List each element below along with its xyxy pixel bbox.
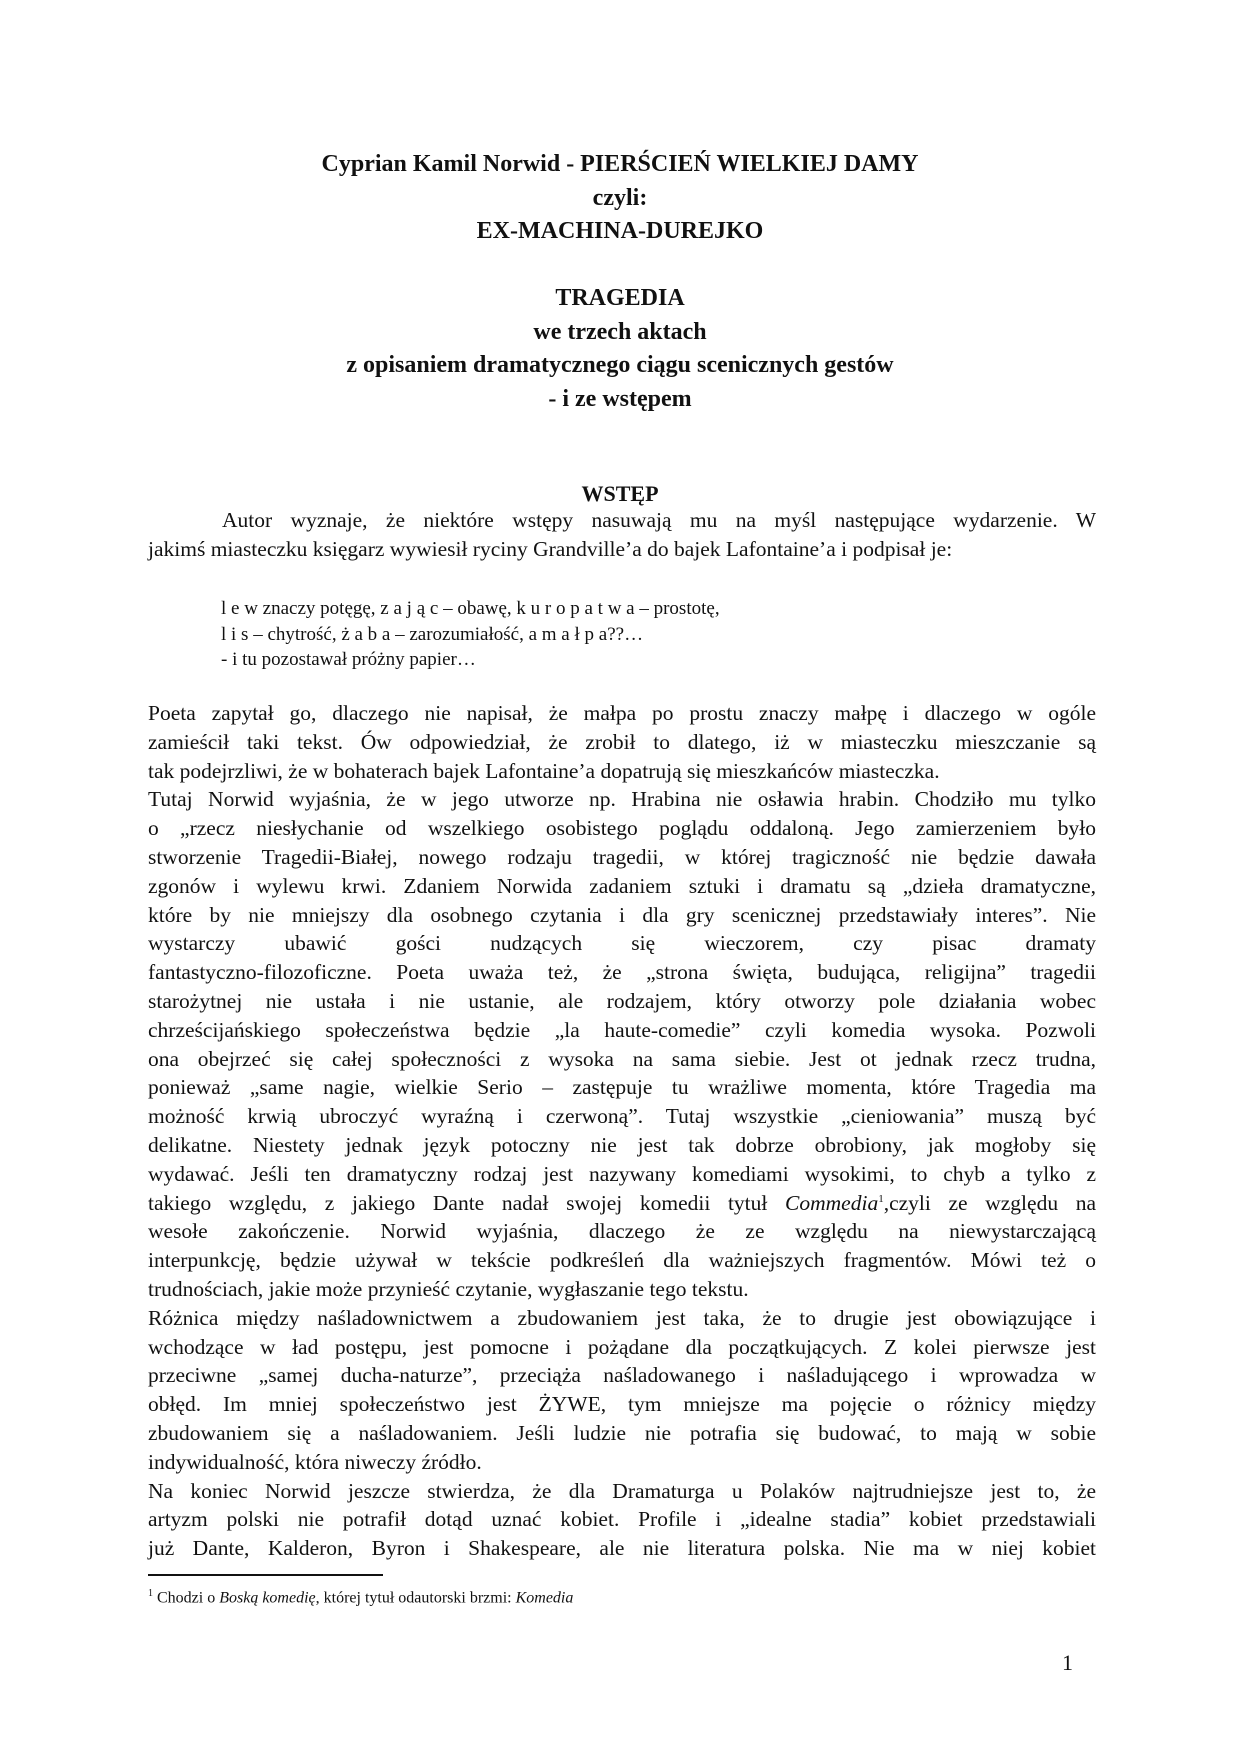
text-line: jakimś miasteczku księgarz wywiesił ryciny Grandville’a do bajek Lafontaine’a i podpisał je: — [148, 537, 953, 561]
text-line: wystarczy ubawić gości nudzących się wieczorem, czy pisac dramaty — [148, 931, 1096, 956]
text-line: wesołe zakończenie. Norwid wyjaśnia, dlaczego że ze względu na niewystarczającą — [148, 1219, 1096, 1244]
paragraph — [148, 1304, 1096, 1477]
text-line: chrześcijańskiego społeczeństwa będzie „la haute-comedie” czyli komedia wysoka. Pozwoli — [148, 1017, 1096, 1042]
title-line: czyli: — [592, 184, 648, 211]
text-line: Autor wyznaje, że niektóre wstępy nasuwają mu na myśl następujące wydarzenie. W — [222, 508, 1096, 532]
paragraph — [148, 699, 1096, 785]
footnote-italic: Komedia — [515, 1589, 574, 1607]
italic-title: Commedia — [785, 1190, 879, 1215]
text-line: Poeta zapytał go, dlaczego nie napisał, że małpa po prostu znaczy małpę i dlaczego w ogóle — [148, 701, 1096, 725]
text-line: które by nie mniejszy dla osobnego czytania i dla gry scenicznej przedstawiały interes”. Nie — [148, 902, 1096, 927]
title-line: Cyprian Kamil Norwid - PIERŚCIEŃ WIELKIEJ DAMY — [321, 151, 919, 177]
page-number: 1 — [1062, 1650, 1073, 1675]
footnote-ref[interactable]: 1 — [878, 1192, 884, 1205]
subtitle-line: - i ze wstępem — [548, 385, 692, 412]
footnote-text: Chodzi o — [153, 1589, 220, 1607]
body-text — [148, 699, 1096, 1563]
subtitle-line: TRAGEDIA — [555, 285, 685, 311]
quoted-captions — [221, 596, 720, 673]
text-line: indywidualność, która niweczy źródło. — [148, 1449, 482, 1474]
paragraph — [148, 1477, 1096, 1563]
footnote-italic: Boską komedię — [219, 1589, 316, 1607]
text-line: Różnica między naśladownictwem a zbudowaniem jest taka, że to drugie jest obowiązujące i — [148, 1305, 1096, 1330]
text-line: trudnościach, jakie może przynieść czytanie, wygłaszanie tego tekstu. — [148, 1276, 749, 1301]
poem-line: l i s – chytrość, ż a b a – zarozumiałość, a m a ł p a??… — [221, 623, 644, 645]
text-line: delikatne. Niestety jednak język potoczny nie jest tak dobrze obrobiony, jak mogłoby się — [148, 1132, 1096, 1157]
text-segment: takiego względu, z jakiego Dante nadał swojej komedii tytuł — [148, 1190, 786, 1215]
text-line: ona obejrzeć się całej społeczności z wysoka na sama siebie. Jest ot jednak rzecz trudna, — [148, 1046, 1096, 1071]
document-title — [0, 148, 1240, 249]
poem-line: - i tu pozostawał próżny papier… — [221, 649, 476, 670]
footnote-number: 1 — [148, 1588, 153, 1599]
footnote-separator — [148, 1574, 383, 1576]
text-segment: ,czyli ze względu na — [883, 1190, 1097, 1215]
subtitle-line: z opisaniem dramatycznego ciągu scenicznych gestów — [346, 352, 894, 378]
text-line — [148, 1189, 1096, 1218]
title-line: EX-MACHINA-DUREJKO — [476, 218, 764, 244]
text-line: interpunkcję, będzie używał w tekście podkreśleń dla ważniejszych fragmentów. Mówi też o — [148, 1248, 1096, 1273]
text-line: Tutaj Norwid wyjaśnia, że w jego utworze np. Hrabina nie osławia hrabin. Chodziło mu tylko — [148, 787, 1096, 812]
text-line: tak podejrzliwi, że w bohaterach bajek Lafontaine’a dopatrują się mieszkańców miasteczka. — [148, 758, 940, 783]
text-line: obłęd. Im mniej społeczeństwo jest ŻYWE, tym mniejsze ma pojęcie o różnicy między — [148, 1392, 1096, 1417]
footnote-text: , której tytuł odautorski brzmi: — [315, 1589, 516, 1607]
text-line: zgonów i wylewu krwi. Zdaniem Norwida zadaniem sztuki i dramatu są „dzieła dramatyczne, — [148, 873, 1096, 898]
text-line: zamieścił taki tekst. Ów odpowiedział, że zrobił to dlatego, iż w miasteczku mieszczanie są — [148, 729, 1096, 754]
text-line: starożytnej nie ustała i nie ustanie, ale rodzajem, który otworzy pole działania wobec — [148, 988, 1096, 1013]
text-line: o „rzecz niesłychanie od wszelkiego osobistego poglądu oddaloną. Jego zamierzeniem było — [148, 816, 1096, 841]
document-subtitle — [0, 282, 1240, 416]
text-line: artyzm polski nie potrafił dotąd uznać kobiet. Profile i „idealne stadia” kobiet przedstawiali — [148, 1507, 1096, 1532]
section-heading: WSTĘP — [581, 481, 659, 506]
intro-paragraph — [148, 506, 1096, 564]
text-line: zbudowaniem się a naśladowaniem. Jeśli ludzie nie potrafia się budować, to mają w sobie — [148, 1420, 1096, 1445]
paragraph — [148, 785, 1096, 1303]
text-line: ponieważ „same nagie, wielkie Serio – zastępuje tu wrażliwe momenta, które Tragedia ma — [148, 1075, 1096, 1100]
text-line: Na koniec Norwid jeszcze stwierdza, że dla Dramaturga u Polaków najtrudniejsze jest to, że — [148, 1478, 1096, 1503]
text-line: stworzenie Tragedii-Białej, nowego rodzaju tragedii, w której tragiczność nie będzie dawała — [148, 844, 1096, 869]
poem-line: l e w znaczy potęgę, z a j ą c – obawę, k u r o p a t w a – prostotę, — [221, 598, 720, 619]
subtitle-line: we trzech aktach — [533, 318, 707, 345]
text-line: już Dante, Kalderon, Byron i Shakespeare, ale nie literatura polska. Nie ma w niej kobiet — [148, 1536, 1096, 1561]
text-line: możność krwią ubroczyć wyraźną i czerwoną”. Tutaj wszystkie „cieniowania” muszą być — [148, 1104, 1096, 1129]
text-line: wchodzące w ład postępu, jest pomocne i pożądane dla początkujących. Z kolei pierwsze jest — [148, 1334, 1096, 1359]
footnote — [148, 1583, 573, 1609]
text-line: wydawać. Jeśli ten dramatyczny rodzaj jest nazywany komediami wysokimi, to chyb a tylko z — [148, 1161, 1096, 1186]
text-line: fantastyczno-filozoficzne. Poeta uważa też, że „strona święta, budująca, religijna” tragedii — [148, 960, 1096, 985]
text-line: przeciwne „samej ducha-naturze”, przeciąża naśladowanego i naśladującego i wprowadza w — [148, 1363, 1096, 1388]
